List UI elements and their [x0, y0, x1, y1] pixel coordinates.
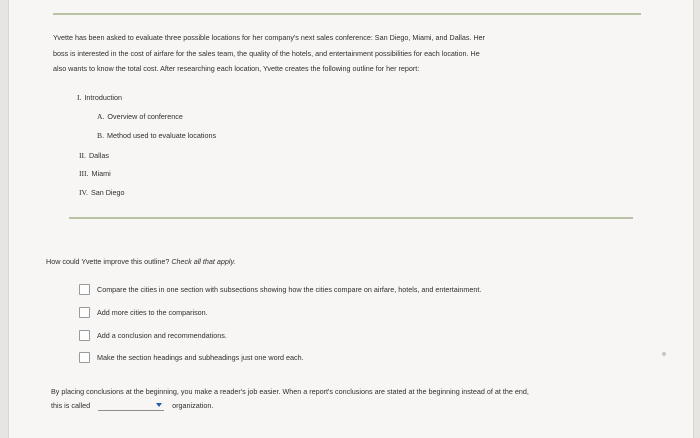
outline-item — [79, 169, 111, 178]
outline-item — [97, 131, 216, 140]
outline-text: Introduction — [84, 93, 122, 102]
intro-paragraph — [53, 30, 653, 77]
organization-type-dropdown[interactable] — [98, 400, 164, 411]
caret-down-icon — [156, 403, 162, 407]
dot-icon — [662, 352, 666, 356]
outline-item — [77, 93, 122, 102]
question-text: How could Yvette improve this outline? — [46, 257, 170, 266]
option-add-conclusion[interactable] — [79, 329, 227, 341]
outline-text: Method used to evaluate locations — [106, 131, 217, 140]
outline-item — [97, 112, 183, 121]
option-label: Add more cities to the comparison. — [97, 307, 208, 317]
fill-in-line: By placing conclusions at the beginning, you make a reader's job easier. When a report's conclusions are stated at the beginning instead of at the end, — [51, 387, 529, 396]
outline-number: B. — [97, 131, 104, 140]
outline-number: A. — [97, 112, 105, 121]
fill-in-suffix: organization. — [172, 401, 214, 410]
option-add-more-cities[interactable] — [79, 306, 208, 318]
outline-text: Overview of conference — [107, 112, 183, 121]
outline-text: Miami — [91, 169, 111, 178]
question-prompt — [46, 257, 236, 266]
intro-line: Yvette has been asked to evaluate three possible locations for her company's next sales conference: San Diego, Miami, and Dallas. Her — [53, 33, 486, 42]
outline-number: III. — [79, 169, 89, 178]
outline-number: II. — [79, 151, 86, 160]
outline-text: Dallas — [88, 151, 109, 160]
checkbox[interactable] — [79, 307, 90, 318]
intro-line: also wants to know the total cost. After researching each location, Yvette creates the following outline for her report: — [53, 64, 420, 73]
option-one-word-headings[interactable] — [79, 351, 304, 363]
intro-line: boss is interested in the cost of airfare for the sales team, the quality of the hotels, and entertainment possibilities for each location. He — [53, 48, 480, 58]
option-label: Make the section headings and subheadings just one word each. — [97, 352, 304, 362]
checkbox[interactable] — [79, 352, 90, 363]
top-divider — [53, 13, 641, 15]
option-compare-cities[interactable] — [79, 283, 481, 295]
checkbox[interactable] — [79, 284, 90, 295]
checkbox[interactable] — [79, 330, 90, 341]
question-instruction: Check all that apply. — [171, 257, 236, 266]
fill-in-question — [51, 385, 681, 413]
fill-in-prefix: this is called — [51, 401, 91, 410]
option-label: Add a conclusion and recommendations. — [97, 330, 227, 340]
outline-number: IV. — [79, 188, 88, 197]
outline-text: San Diego — [90, 188, 125, 197]
outline-item — [79, 188, 125, 197]
middle-divider — [69, 217, 633, 219]
outline-number: I. — [77, 93, 82, 102]
question-page — [8, 0, 694, 438]
outline-item — [79, 151, 109, 160]
option-label: Compare the cities in one section with subsections showing how the cities compare on airfare, hotels, and entertainment. — [97, 284, 482, 294]
fill-in-line — [51, 399, 681, 413]
